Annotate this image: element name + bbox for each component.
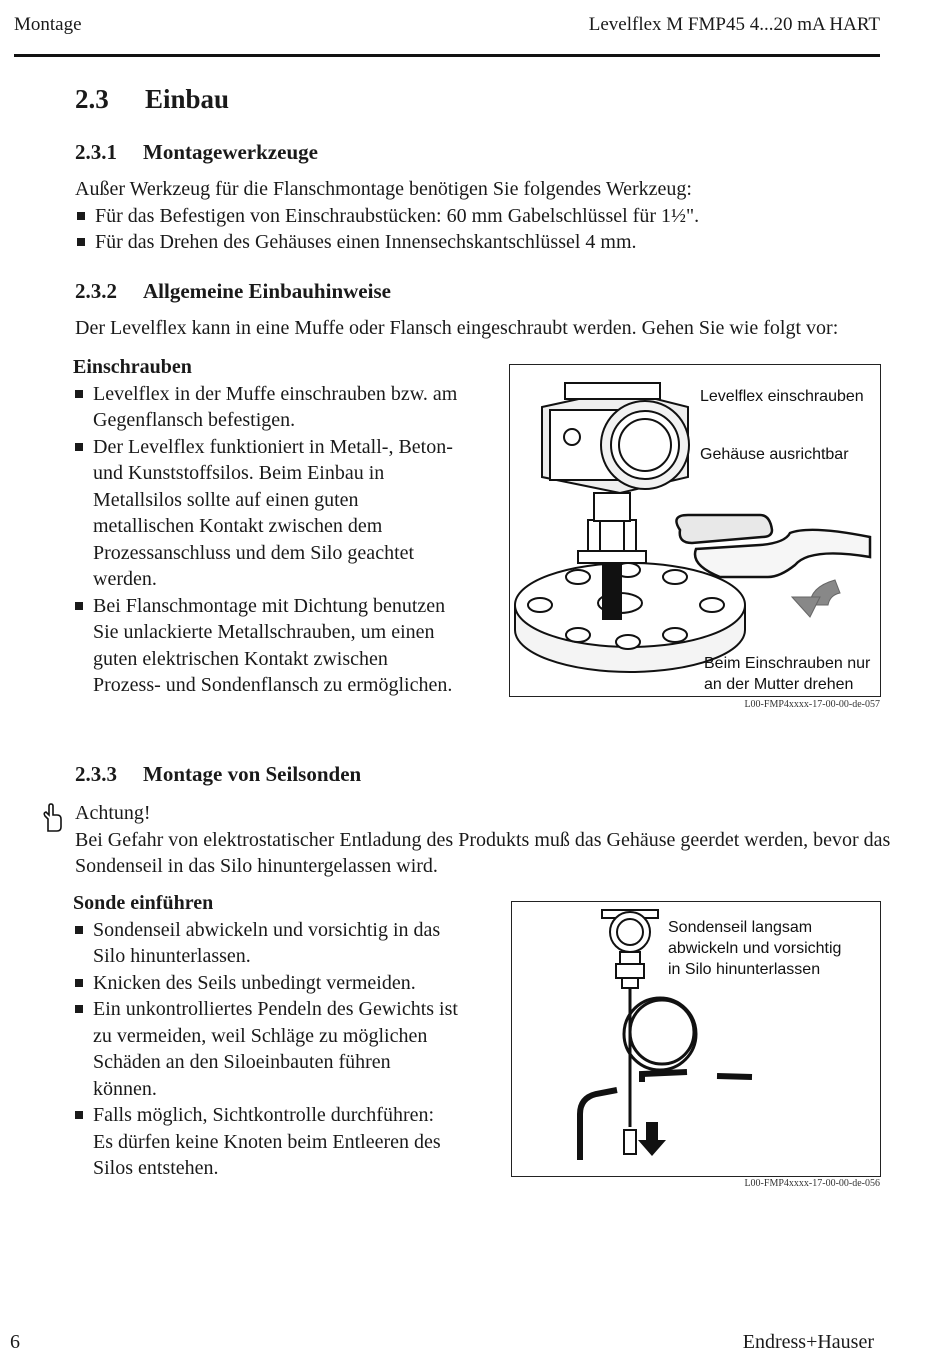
list-item: Für das Befestigen von Einschraubstücken: 60 mm Gabelschlüssel für 1½". (75, 203, 895, 230)
subsection-heading-233 (75, 762, 361, 787)
figure-label: Sondenseil langsam (668, 919, 813, 936)
list-item: Der Levelflex funktioniert in Metall-, Beton- und Kunststoffsilos. Beim Einbau in Metallsilos sollte auf einen guten metallischen Kontakt zwischen dem Prozessanschluss und dem Silo geachtet werden. (73, 434, 458, 593)
screw-in-illustration (510, 365, 880, 696)
subsection-heading-231 (75, 140, 318, 165)
section-number: 2.3 (75, 84, 109, 114)
probe-insert-illustration (512, 902, 880, 1176)
figure-screw-in (509, 364, 881, 697)
warning-text: Bei Gefahr von elektrostatischer Entladung des Produkts muß das Gehäuse geerdet werden, bevor das Sondenseil in das Silo hinuntergelassen wird. (75, 828, 891, 877)
installation-intro: Der Levelflex kann in eine Muffe oder Flansch eingeschraubt werden. Gehen Sie wie folgt vor: (75, 317, 839, 339)
warning-title: Achtung! (75, 802, 151, 824)
screw-in-list (73, 381, 458, 699)
probe-insert-subhead: Sonde einführen (73, 892, 214, 914)
screw-in-subhead: Einschrauben (73, 356, 192, 378)
figure-caption: L00-FMP4xxxx-17-00-00-de-056 (744, 1178, 880, 1189)
header-right: Levelflex M FMP45 4...20 mA HART (588, 14, 880, 35)
subsection-heading-232 (75, 279, 391, 304)
list-item: Ein unkontrolliertes Pendeln des Gewichts ist zu vermeiden, weil Schläge zu möglichen Schäden an den Siloeinbauten führen können. (73, 996, 458, 1102)
figure-label: an der Mutter drehen (704, 676, 854, 693)
subsection-number-233: 2.3.3 (75, 762, 117, 786)
subsection-title-231: Montagewerkzeuge (143, 140, 318, 164)
figure-caption: L00-FMP4xxxx-17-00-00-de-057 (744, 699, 880, 710)
subsection-number-232: 2.3.2 (75, 279, 117, 303)
header-left: Montage (14, 14, 82, 35)
pointing-hand-icon (40, 803, 66, 833)
page-number: 6 (10, 1331, 20, 1353)
tools-list (75, 203, 895, 256)
tools-intro: Außer Werkzeug für die Flanschmontage benötigen Sie folgendes Werkzeug: (75, 178, 692, 200)
subsection-title-233: Montage von Seilsonden (143, 762, 362, 786)
figure-label: Gehäuse ausrichtbar (700, 446, 849, 463)
probe-insert-list (73, 917, 458, 1182)
probe-insert-block (73, 890, 458, 1182)
subsection-number-231: 2.3.1 (75, 140, 117, 164)
list-item: Levelflex in der Muffe einschrauben bzw. am Gegenflansch befestigen. (73, 381, 458, 434)
figure-label: Levelflex einschrauben (700, 388, 864, 405)
tools-block (75, 176, 895, 256)
subsection-title-232: Allgemeine Einbauhinweise (143, 279, 391, 303)
list-item: Knicken des Seils unbedingt vermeiden. (73, 970, 458, 997)
figure-label: abwickeln und vorsichtig (668, 940, 842, 957)
list-item: Bei Flanschmontage mit Dichtung benutzen Sie unlackierte Metallschrauben, um einen guten elektrischen Kontakt zwischen Prozess- und Sondenflansch zu ermöglichen. (73, 593, 458, 699)
section-heading (75, 84, 229, 115)
list-item: Für das Drehen des Gehäuses einen Innensechskantschlüssel 4 mm. (75, 229, 895, 256)
brand-name: Endress+Hauser (742, 1331, 874, 1353)
figure-label: Beim Einschrauben nur (704, 655, 871, 672)
figure-label: in Silo hinunterlassen (668, 961, 821, 978)
figure-probe-insert (511, 901, 881, 1177)
warning-block (75, 800, 895, 880)
screw-in-block (73, 354, 458, 699)
header-rule (14, 54, 880, 57)
section-title: Einbau (145, 84, 230, 114)
list-item: Falls möglich, Sichtkontrolle durchführen: Es dürfen keine Knoten beim Entleeren des Silos entstehen. (73, 1102, 458, 1182)
list-item: Sondenseil abwickeln und vorsichtig in das Silo hinunterlassen. (73, 917, 458, 970)
